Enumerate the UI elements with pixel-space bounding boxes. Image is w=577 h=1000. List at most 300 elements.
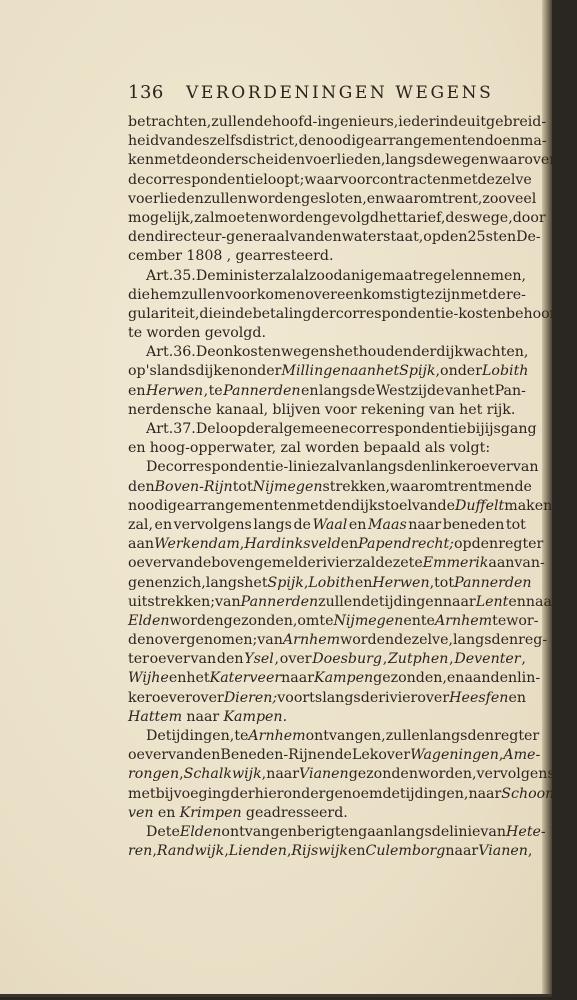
word: , (152, 843, 157, 860)
word: tot (232, 478, 253, 495)
word: gearresteerd. (235, 248, 334, 265)
word: loop (215, 421, 247, 437)
word: bijvoeging (155, 785, 231, 802)
word: en (128, 382, 146, 399)
word: tot (505, 516, 526, 533)
word: de (488, 286, 506, 303)
word: naar (266, 766, 300, 783)
text-line (128, 382, 526, 401)
word: deszelfs (184, 133, 243, 150)
text-line (128, 842, 533, 861)
word: , (554, 766, 560, 783)
word: hoog-opperwater, (149, 440, 277, 457)
word: volgt: (449, 440, 491, 457)
word: zullen (318, 593, 362, 610)
word: aanvan- (488, 555, 545, 572)
word: worden, (417, 766, 477, 783)
word: deswege, (445, 209, 513, 226)
word: , (380, 152, 386, 169)
word: overgenomen; (154, 632, 258, 649)
word: Herwen (372, 574, 430, 591)
word: uitgebreid- (466, 114, 547, 130)
word: loopt; (263, 171, 305, 188)
word: Westzijde (375, 382, 445, 399)
word: Arnhem (434, 612, 493, 629)
word: en (403, 612, 421, 629)
word: Waal (312, 516, 348, 533)
word: Doesburg (312, 651, 382, 668)
word: om (297, 612, 320, 629)
text-line (128, 823, 546, 842)
page-number: 136 (128, 82, 164, 103)
word: Schoonho- (501, 785, 577, 802)
word: gaan (358, 823, 394, 840)
word: gezonden, (373, 670, 447, 687)
word: nerdensche (128, 401, 212, 418)
word: correspondentie (145, 171, 264, 188)
word: gevolgd. (204, 325, 266, 342)
word: waaromtrent, (384, 190, 483, 207)
word: te (234, 728, 249, 744)
word: district, (242, 133, 299, 150)
word: ker (128, 689, 152, 706)
word: oever (128, 747, 169, 764)
word: 35. (173, 267, 196, 284)
word: , (498, 747, 504, 764)
word: gevolgd (322, 209, 380, 226)
word: van (480, 823, 507, 840)
word: Krimpen (179, 804, 242, 821)
word: op (453, 536, 472, 553)
word: maken (504, 497, 553, 514)
word: ren (128, 843, 153, 860)
word: van (289, 229, 316, 246)
word: men (483, 478, 515, 495)
word: te (492, 612, 507, 629)
word: den (404, 459, 431, 476)
word: en (154, 574, 173, 591)
word: houden (358, 344, 413, 361)
word: 1808 (186, 248, 223, 265)
text-line (128, 612, 539, 631)
word: veel (506, 190, 537, 207)
word: gesloten, (301, 190, 367, 207)
running-head: VERORDENINGEN WEGENS (186, 83, 494, 103)
text-line (128, 171, 532, 190)
word: naar (281, 670, 314, 687)
word: regter (494, 728, 540, 744)
word: naar (468, 785, 502, 802)
word: zal (280, 440, 301, 457)
word: dezelve (394, 632, 449, 649)
word: den (490, 670, 518, 687)
word: Kampen (313, 670, 374, 687)
word: Lobith (308, 574, 355, 591)
word: in (435, 114, 450, 130)
word: aan (349, 363, 376, 380)
text-line (128, 401, 526, 420)
text-line (128, 478, 532, 497)
word: Nijmegen (333, 612, 404, 629)
text-line (128, 631, 548, 650)
word: en (168, 670, 187, 687)
word: de (431, 823, 450, 840)
text-line (128, 593, 559, 612)
word: en (347, 843, 366, 860)
word: den (128, 229, 155, 246)
word: en (446, 670, 465, 687)
word: linie (449, 823, 481, 840)
word: worden (146, 325, 201, 342)
word: geadresseerd. (245, 804, 348, 821)
text-line (128, 689, 526, 708)
word: blijven (272, 401, 321, 418)
word: correspondentie-linie (165, 459, 320, 476)
word: mogelijk, (128, 209, 195, 226)
word: onkosten (215, 344, 281, 361)
word: 's (145, 363, 157, 380)
word: den (491, 632, 519, 649)
word: noodige (316, 133, 374, 150)
word: overeenkomstig (305, 286, 421, 303)
word: zal (275, 267, 296, 284)
word: als (424, 440, 446, 457)
word: der (246, 421, 271, 437)
text-line (128, 190, 537, 209)
word: tijdingen (378, 593, 443, 610)
word: worden (305, 440, 360, 457)
word: oever (149, 651, 190, 668)
word: lands (156, 363, 196, 380)
word: tarief, (402, 209, 446, 226)
word: oever (128, 555, 169, 572)
word: Culemborg (365, 843, 446, 860)
word: te (408, 555, 423, 572)
word: van (429, 401, 455, 418)
word: en (128, 440, 146, 457)
word: beneden (442, 516, 505, 533)
word: , (226, 248, 232, 265)
word: de (357, 382, 376, 399)
text-body (128, 113, 577, 861)
word: van (168, 747, 194, 764)
word: genoemde (325, 785, 400, 802)
word: met (460, 286, 488, 303)
word: naar (186, 708, 220, 725)
word: van (257, 632, 283, 649)
word: correspondentie (348, 421, 467, 437)
word: op (128, 363, 146, 380)
word: worden (169, 612, 224, 629)
text-line (128, 727, 540, 746)
word: Pannerden (223, 382, 301, 399)
word: het (186, 670, 210, 687)
word: wor- (506, 612, 539, 629)
text-line (128, 343, 529, 362)
word: der (230, 785, 255, 802)
word: rongen (128, 766, 180, 783)
word: , (292, 612, 298, 629)
text-line (128, 574, 532, 593)
word: Lent (475, 593, 509, 610)
word: zal, (128, 516, 153, 533)
text-line (128, 669, 541, 688)
word: reg- (518, 632, 548, 649)
word: , (429, 574, 435, 591)
word: Pannerden (240, 593, 319, 610)
word: de (181, 152, 200, 169)
word: zal (194, 209, 215, 226)
word: van (512, 459, 539, 476)
word: zullen (203, 190, 248, 207)
word: den (128, 478, 155, 495)
word: de (298, 133, 317, 150)
word: Beneden-Rijn (220, 747, 317, 764)
word: De (195, 421, 216, 437)
word: de (128, 171, 146, 188)
text-line (128, 439, 526, 458)
word: Papendrecht; (358, 536, 454, 553)
word: Wijhe (128, 670, 169, 687)
page-header (128, 82, 526, 108)
word: ieder (398, 114, 436, 130)
word: Elden (179, 823, 222, 840)
word: heid (128, 133, 160, 150)
word: waarover (488, 152, 557, 169)
word: naar (525, 593, 559, 610)
word: naar (445, 843, 479, 860)
word: en (354, 574, 373, 591)
word: ijsgang (484, 421, 537, 437)
word: te (420, 612, 435, 629)
word: over (192, 689, 224, 706)
word: Hardinksveld (244, 536, 341, 553)
word: de (360, 689, 379, 706)
word: den (324, 497, 351, 514)
word: met (449, 171, 478, 188)
word: Duffelt (455, 497, 505, 514)
word: de (334, 747, 352, 764)
word: worden (268, 209, 323, 226)
word: de (423, 152, 442, 169)
text-line (128, 286, 526, 305)
word: langs (318, 382, 358, 399)
word: directeur-generaal (154, 229, 290, 246)
word: Arnhem (248, 728, 306, 744)
text-line (128, 516, 526, 535)
word: re- (505, 286, 526, 303)
word: langs (453, 632, 492, 649)
word: hieronder (254, 785, 326, 802)
word: Art. (146, 421, 174, 437)
word: langs (428, 728, 468, 744)
word: ven (128, 804, 154, 821)
word: Heesfen (449, 689, 509, 706)
word: die (128, 286, 151, 303)
word: bovengemelde (211, 555, 316, 572)
word: te (165, 823, 180, 840)
text-line (128, 535, 544, 554)
word: vervolgens (476, 766, 555, 783)
word: van (190, 651, 217, 668)
word: Art. (146, 267, 174, 284)
word: langs (393, 823, 432, 840)
word: van (215, 593, 241, 610)
word: , (224, 843, 229, 860)
word: betrachten (128, 114, 207, 130)
word: voerlieden (305, 152, 381, 169)
word: hoofd-ingenieurs (271, 114, 394, 130)
word: en (157, 804, 176, 821)
word: voerlieden (128, 190, 204, 207)
word: , (393, 114, 399, 130)
word: worden (247, 190, 302, 207)
word: dijken (195, 363, 240, 380)
word: worden (340, 632, 395, 649)
word: lin- (517, 670, 541, 687)
word: dijkwachten (436, 344, 524, 361)
text-line (128, 228, 541, 247)
word: den (440, 229, 468, 246)
word: Werkendam (154, 536, 240, 553)
word: zullen (211, 114, 255, 130)
word: tijdingen, (399, 785, 469, 802)
word: aan (128, 536, 155, 553)
word: te (128, 325, 143, 342)
word: arrangementen (185, 497, 297, 514)
word: de (254, 114, 272, 130)
word: Dieren; (223, 689, 278, 706)
word: zullen (181, 286, 225, 303)
word: Pan- (494, 382, 526, 399)
word: berigten (297, 823, 359, 840)
word: , (521, 651, 526, 668)
word: Spijk (267, 574, 304, 591)
word: , (274, 651, 280, 668)
word: het (459, 401, 483, 418)
text-line (128, 746, 541, 765)
word: oever (151, 689, 192, 706)
word: , (261, 766, 267, 783)
word: Spijk (399, 363, 436, 380)
word: de (193, 555, 212, 572)
word: voorkomen (224, 286, 305, 303)
word: langs (365, 459, 405, 476)
word: strekken, (322, 478, 390, 495)
word: , (523, 344, 529, 361)
word: tot (434, 574, 455, 591)
word: , (448, 632, 453, 649)
word: zich, (172, 574, 206, 591)
word: te (319, 612, 334, 629)
word: waterstaat, (341, 229, 424, 246)
word: De (146, 459, 166, 476)
word: doen (484, 133, 520, 150)
word: noodige (128, 497, 186, 514)
word: Emmerik (422, 555, 489, 572)
word: , (435, 363, 441, 380)
word: maatregelen (382, 267, 473, 284)
word: van (339, 459, 366, 476)
word: Art. (146, 344, 174, 361)
word: door (512, 209, 546, 226)
word: zullen (385, 728, 429, 744)
word: minister (215, 267, 276, 284)
text-line (128, 113, 547, 132)
word: van (168, 555, 194, 572)
word: al (295, 267, 309, 284)
word: behoort (505, 305, 563, 322)
word: Deventer (454, 651, 521, 668)
word: zoo (482, 190, 507, 207)
text-line (128, 132, 547, 151)
word: vervolgens (173, 516, 252, 533)
word: zoodanige (308, 267, 383, 284)
word: voor (324, 401, 357, 418)
word: voorts (277, 689, 323, 706)
word: en (316, 747, 335, 764)
word: bij (466, 421, 485, 437)
word: zal (319, 459, 340, 476)
word: aan (464, 670, 491, 687)
word: den (467, 728, 495, 744)
word: arrangementen (373, 133, 485, 150)
word: der (311, 305, 336, 322)
word: der (412, 344, 437, 361)
word: Hete- (506, 823, 546, 840)
word: , (203, 382, 209, 399)
word: gulariteit, (128, 305, 200, 322)
word: den (315, 229, 342, 246)
word: Schalkwijk (183, 766, 262, 783)
word: die (199, 305, 222, 322)
text-line (128, 804, 526, 823)
word: hem (150, 286, 182, 303)
text-line (128, 267, 526, 286)
word: den (128, 632, 155, 649)
word: , (286, 843, 292, 860)
word: Ame- (503, 747, 541, 764)
word: onderscheiden (199, 152, 306, 169)
word: Elden (128, 612, 170, 629)
word: ontvangen, (305, 728, 386, 744)
word: over (279, 651, 312, 668)
word: den (193, 747, 221, 764)
word: het (379, 209, 403, 226)
word: Ysel (244, 651, 274, 668)
text-line (128, 708, 526, 727)
word: Herwen (145, 382, 204, 399)
word: betaling (252, 305, 312, 322)
word: en (508, 593, 526, 610)
word: De (195, 344, 216, 361)
word: , (527, 843, 533, 860)
word: en (348, 516, 367, 533)
word: over (378, 747, 411, 764)
word: 37. (173, 421, 196, 437)
word: op (423, 229, 441, 246)
word: tijdingen, (165, 728, 235, 744)
word: te (208, 382, 223, 399)
word: met (154, 152, 182, 169)
word: rekening (360, 401, 425, 418)
word: de (235, 305, 253, 322)
word: zijn (434, 286, 461, 303)
word: Randwijk (156, 843, 225, 860)
word: en (508, 689, 526, 706)
word: waarvoor (304, 171, 373, 188)
text-line (128, 247, 526, 266)
